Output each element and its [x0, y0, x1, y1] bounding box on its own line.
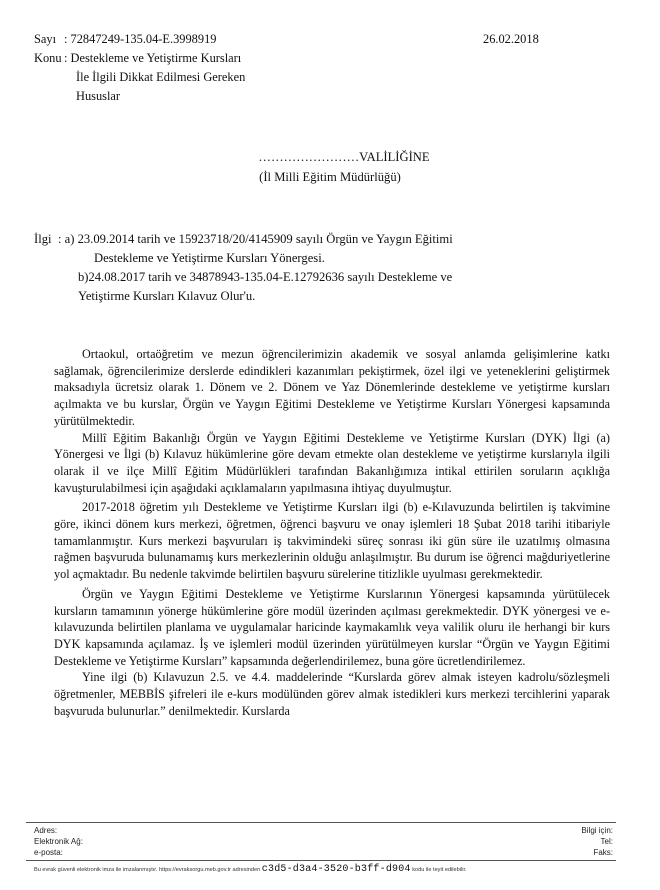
konu-line-1: : Destekleme ve Yetiştirme Kursları — [64, 51, 242, 65]
konu-line-2: İle İlgili Dikkat Edilmesi Gereken — [76, 70, 246, 84]
body-paragraph-4: Örgün ve Yaygın Eğitimi Destekleme ve Yetiştirme Kurslarının Yönergesi kapsamında yürütülecek kursların tamamının yönerge hükümlerine göre modül üzerinden açılması gerekmektedir. DYK yönergesi ve e-kılavuzunda belirtilen planlama ve uygulamalar haricinde kaymakamlık veya valilik oluru ile herhangi bir kurs DYK kapsamında açılamaz. İş ve işlemleri modül üzerinden yürütülmeyen kurslar “Örgün ve Yaygın Eğitimi Destekleme ve Yetiştirme Kursları” kapsamında değerlendirilemez, buna göre ücretlendirilemez. — [54, 586, 610, 668]
sayi-value: : 72847249-135.04-E.3998919 — [64, 32, 217, 46]
letter-body — [54, 346, 610, 719]
konu-label: Konu — [34, 51, 62, 65]
ilgi-b-line-2: Yetiştirme Kursları Kılavuz Olur'u. — [78, 289, 256, 303]
sayi-label: Sayı — [34, 32, 57, 46]
addressee-title: ……………………VALİLİĞİNE — [258, 150, 430, 164]
body-paragraph-5: Yine ilgi (b) Kılavuzun 2.5. ve 4.4. maddelerinde “Kurslarda görev almak isteyen kadrolu/sözleşmeli öğretmenler, MEBBİS şifreleri ile e-kurs modülünden görev almak istedikleri kurs merkezi tercihlerini yaparak başvuruda bulunurlar.” denilmektedir. Kurslarda — [54, 670, 610, 718]
verification-code: c3d5-d3a4-3520-b3ff-d904 — [261, 864, 411, 875]
footer-bilgi-label: Bilgi için: — [581, 826, 613, 835]
footer-divider — [26, 822, 616, 823]
footer-adres-label: Adres: — [34, 826, 58, 835]
body-paragraph-2: Millî Eğitim Bakanlığı Örgün ve Yaygın Eğitimi Destekleme ve Yetiştirme Kursları (DYK) İlgi (a) Yönergesi ve İlgi (b) Kılavuz hükümlerine göre devam etmekte olan destekleme ve yetiştirme kurslarıyla ilgili olarak il ve ilçe Millî Eğitim Müdürlükleri tarafından Bakanlığımıza intikal ettirilen soruların açıklığa kavuşturulabilmesi için aşağıdaki açıklamaların yapılmasına ihtiyaç duyulmuştur. — [54, 430, 610, 495]
body-paragraph-3: 2017-2018 öğretim yılı Destekleme ve Yetiştirme Kursları ilgi (b) e-Kılavuzunda belirtilen iş takvimine göre, ikinci dönem kurs merkezi, öğretmen, öğrenci başvuru ve onay işlemleri 18 Şubat 2018 tarihi itibariyle tamamlanmıştır. Kurs merkezi başvuruları iş takvimindeki süreç sonrası iki gün süre ile uzatılmış olmasına rağmen başvuruda bulunamamış kurs merkezlerinin olduğu anlaşılmıştır. Bu durum ise öğrenci mağduriyetlerine yol açmaktadır. Bu nedenle takvimde belirtilen başvuru sürelerine titizlikle uyulması gerekmektedir. — [54, 500, 610, 582]
ilgi-a-line-1: : a) 23.09.2014 tarih ve 15923718/20/4145909 sayılı Örgün ve Yaygın Eğitimi — [58, 232, 453, 246]
ilgi-a-line-2: Destekleme ve Yetiştirme Kursları Yönergesi. — [94, 251, 325, 265]
verification-line — [34, 864, 634, 875]
verification-prefix-link[interactable]: Bu evrak güvenli elektronik imza ile imzalanmıştır. https://evraksorgu.meb.gov.tr adresinden — [34, 867, 261, 873]
footer-elektronik-label: Elektronik Ağ: — [34, 837, 83, 846]
footer-faks-label: Faks: — [593, 848, 613, 857]
konu-line-3: Hususlar — [76, 89, 121, 103]
footer-eposta-label: e-posta: — [34, 848, 63, 857]
ilgi-label: İlgi — [34, 232, 52, 246]
body-paragraph-1: Ortaokul, ortaöğretim ve mezun öğrencilerimizin akademik ve sosyal anlamda gelişimlerine katkı sağlamak, öğrencilerimize derslerde edindikleri kazanımları pekiştirmek, özel ilgi ve yeteneklerini geliştirmek maksadıyla ücretsiz olarak 1. Dönem ve 2. Dönem ve Yaz Dönemlerinde destekleme ve yetiştirme kursları açılmakta ve bu kurslar, Örgün ve Yaygın Eğitimi Destekleme ve Yetiştirme Kursları Yönergesi kapsamında yürütülmektedir. — [54, 347, 610, 428]
addressee-subtitle: (İl Milli Eğitim Müdürlüğü) — [259, 170, 401, 184]
verification-divider — [26, 860, 616, 861]
verification-suffix: kodu ile teyit edilebilir. — [412, 867, 467, 873]
ilgi-b-line-1: b)24.08.2017 tarih ve 34878943-135.04-E.12792636 sayılı Destekleme ve — [78, 270, 453, 284]
document-date: 26.02.2018 — [483, 32, 539, 46]
footer-tel-label: Tel: — [600, 837, 613, 846]
